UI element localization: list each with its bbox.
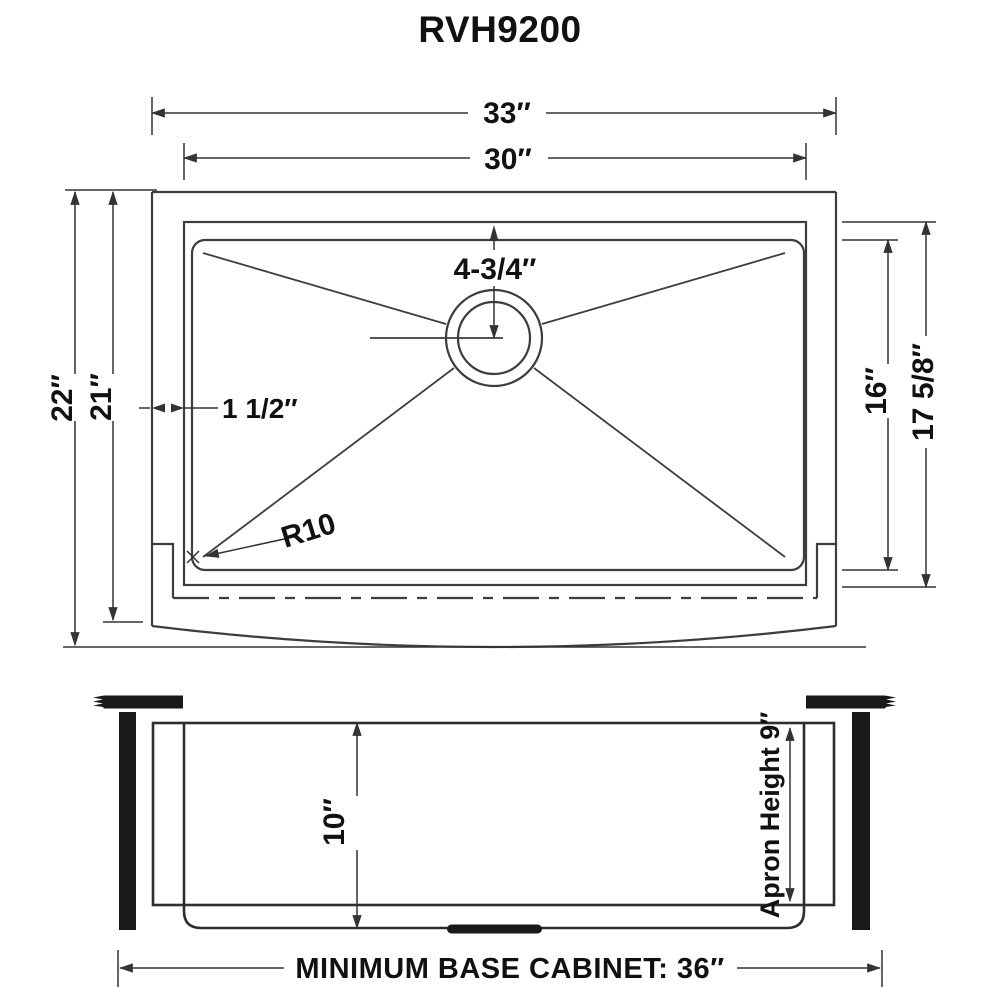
dim-label-apron-height: Apron Height 9″ [755, 711, 786, 919]
dim-base-cabinet [118, 950, 882, 987]
dim-bowl-height [318, 723, 357, 928]
front-view [93, 696, 896, 988]
page-title: RVH9200 [418, 9, 582, 50]
arrowhead-right [171, 404, 184, 413]
countertop-right [806, 696, 896, 709]
dim-label-22: 22″ [45, 374, 79, 422]
apron-front-curve [152, 626, 836, 647]
callout-corner-radius [187, 507, 340, 563]
dim-apron-height [755, 712, 790, 918]
dim-bowl-depth [842, 240, 898, 570]
dim-bowl-width [184, 143, 806, 180]
dim-inner-depth [85, 192, 143, 622]
top-view [46, 97, 940, 647]
arrowhead-up [490, 225, 499, 241]
dim-label-10: 10″ [317, 798, 351, 846]
sink-body-front [153, 723, 834, 905]
dim-label-33: 33″ [483, 97, 531, 130]
dim-label-r10: R10 [277, 507, 340, 555]
slope-line-tr [542, 253, 785, 324]
dim-label-30: 30″ [484, 143, 532, 176]
dim-label-base-cabinet: MINIMUM BASE CABINET: 36″ [295, 953, 725, 985]
dim-label-4-3-4: 4-3/4″ [453, 253, 537, 286]
countertop-left [93, 696, 183, 709]
dim-label-16: 16″ [859, 367, 893, 415]
right-apron-step [817, 544, 836, 598]
cabinet-wall-left [119, 712, 136, 930]
arrowhead-left [152, 404, 165, 413]
dim-drain-position [454, 225, 537, 338]
dim-rim-width [139, 393, 298, 424]
drain-boss [447, 925, 542, 934]
slope-line-br [534, 368, 785, 557]
slope-line-tl [203, 253, 446, 324]
left-apron-step [152, 544, 173, 598]
dim-overall-width [152, 97, 836, 135]
dim-label-21: 21″ [84, 373, 118, 421]
cabinet-wall-right [852, 712, 870, 930]
apron-panel [184, 723, 804, 928]
dim-label-1-1-2: 1 1/2″ [222, 393, 298, 424]
dim-label-17-5-8: 17 5/8″ [906, 343, 940, 441]
